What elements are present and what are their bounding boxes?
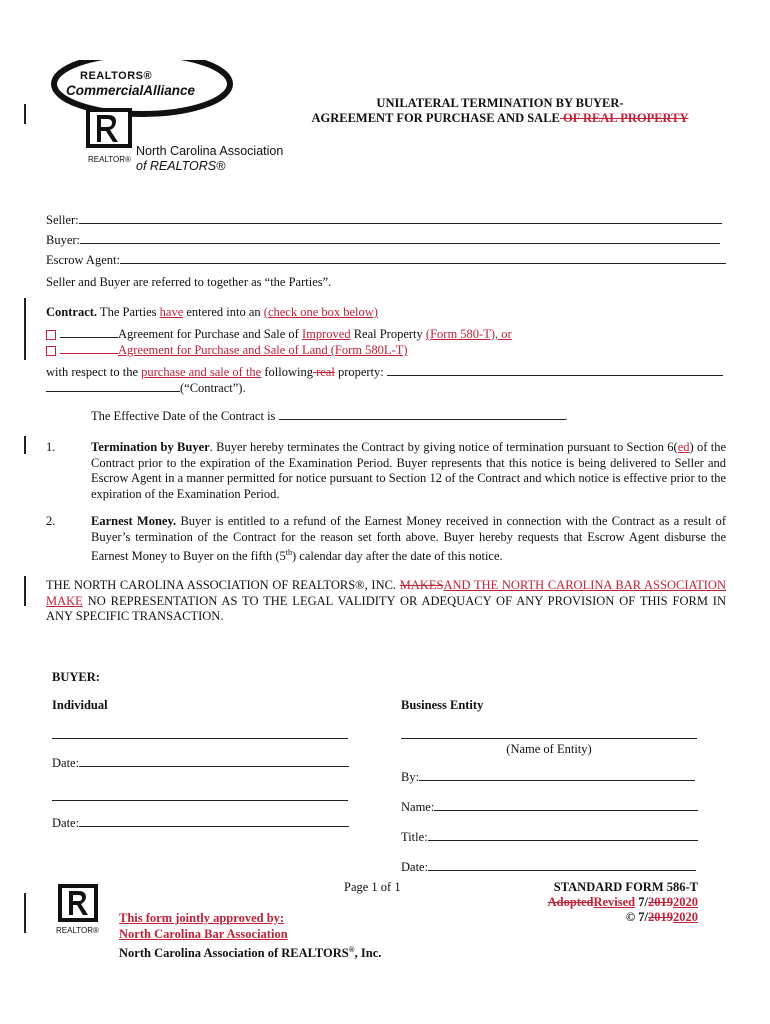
copyright-text: © 7/ — [625, 910, 648, 924]
referred-text: Seller and Buyer are referred to together as “the Parties”. — [46, 275, 332, 289]
copyright-line — [500, 910, 698, 925]
individual-signature-1[interactable] — [52, 724, 348, 739]
section2-text — [91, 514, 726, 565]
buyer-label: Buyer: — [46, 233, 81, 247]
respect-row — [46, 364, 726, 380]
date-label: Date: — [52, 816, 80, 830]
ins-check-one: (check one box below) — [263, 305, 378, 319]
seller-label: Seller: — [46, 213, 79, 227]
assoc-sup: ® — [348, 945, 355, 954]
individual-heading: Individual — [52, 698, 108, 712]
disclaimer-text: NO REPRESENTATION AS TO THE LEGAL VALIDITY OR ADEQUACY OF ANY PROVISION OF THIS FORM IN ANY SPECIFIC TRANSACTION. — [46, 593, 726, 623]
section1-num: 1. — [46, 440, 56, 454]
date-label: Date: — [52, 756, 80, 770]
contract-text: The Parties — [97, 305, 160, 319]
contract-quote: (“Contract”). — [180, 381, 246, 395]
ins-purchase: purchase and sale of the — [141, 365, 262, 379]
effective-date-field[interactable] — [279, 419, 565, 420]
title-text: AGREEMENT FOR PURCHASE AND SALE — [311, 111, 560, 125]
property-field[interactable] — [387, 375, 723, 376]
form-info — [500, 880, 698, 925]
ins-copy-year: 2020 — [673, 910, 698, 924]
del-copy-year: 2019 — [648, 910, 673, 924]
option-2[interactable] — [46, 342, 726, 358]
ins-option-2: Agreement for Purchase and Sale of Land (Form 580L-T) — [118, 343, 408, 357]
respect-text: following — [261, 365, 313, 379]
option-1-text: Real Property — [350, 327, 426, 341]
title-label: Title: — [401, 830, 428, 844]
logo — [50, 60, 290, 180]
date-label: Date: — [401, 860, 429, 874]
title-row — [401, 830, 698, 845]
assoc-text: North Carolina Association of REALTORS — [119, 946, 349, 961]
individual-date-field-1[interactable] — [79, 766, 349, 767]
footer-realtor-logo — [58, 884, 98, 928]
form-number: STANDARD FORM 586-T — [553, 880, 698, 894]
business-heading: Business Entity — [401, 698, 484, 712]
entity-date-field[interactable] — [428, 870, 696, 871]
effective-label: The Effective Date of the Contract is — [91, 409, 276, 423]
title-field[interactable] — [428, 840, 698, 841]
assoc-line2: of REALTORS® — [136, 159, 226, 173]
rev-date: 7/ — [635, 895, 648, 909]
revision-line — [500, 895, 698, 910]
ins-revised: Revised — [593, 895, 636, 909]
assoc-end: , Inc. — [354, 946, 382, 961]
page-title — [300, 96, 700, 126]
change-bar — [24, 576, 26, 606]
option-1-text: Agreement for Purchase and Sale of — [118, 327, 302, 341]
option-1[interactable] — [46, 326, 726, 342]
option-2-blank[interactable] — [60, 353, 118, 354]
footer-realtor-mark: REALTOR® — [56, 926, 99, 935]
section2-title: Earnest Money. — [91, 514, 177, 528]
buyer-row — [46, 230, 726, 250]
escrow-field[interactable] — [120, 263, 726, 264]
section1-body: . Buyer hereby terminates the Contract by giving notice of termination pursuant to Section 6( — [209, 440, 678, 454]
entity-name-field[interactable] — [401, 724, 697, 739]
property-field-2[interactable] — [46, 391, 180, 392]
entity-date-row — [401, 860, 696, 875]
name-of-entity-label: (Name of Entity) — [506, 742, 592, 756]
ins-improved: Improved — [301, 327, 351, 341]
by-row — [401, 770, 695, 785]
option-1-blank[interactable] — [60, 337, 118, 338]
contract-label: Contract. — [46, 305, 98, 319]
page-number: Page 1 of 1 — [344, 880, 401, 894]
title-line1: UNILATERAL TERMINATION BY BUYER- — [376, 96, 624, 110]
by-field[interactable] — [419, 780, 695, 781]
approval-block — [119, 910, 381, 961]
parties-block — [46, 210, 726, 292]
realtor-logo-icon — [58, 884, 98, 924]
title-struck: OF REAL PROPERTY — [559, 111, 689, 125]
section2-body: Buyer is entitled to a refund of the Earnest Money received in connection with the Contract as a result of Buyer’s termination of the Contract for the reason set forth above. Buyer hereby requests that Escrow Agent disburse the Earnest Money to Buyer on the fifth (5 — [91, 514, 726, 564]
checkbox[interactable] — [46, 346, 56, 356]
assoc-line1: North Carolina Association — [136, 144, 284, 158]
individual-date-row-2 — [52, 816, 349, 831]
section1-title: Termination by Buyer — [91, 440, 210, 454]
individual-date-field-2[interactable] — [79, 826, 349, 827]
escrow-label: Escrow Agent: — [46, 253, 120, 267]
buyer-field[interactable] — [80, 243, 720, 244]
alliance-top-text: REALTORS® — [80, 70, 153, 82]
ins-year: 2020 — [673, 895, 698, 909]
buyer-heading: BUYER: — [52, 670, 100, 684]
effective-row: The Effective Date of the Contract is . — [91, 409, 568, 423]
approved-line1: This form jointly approved by: — [119, 911, 285, 925]
title-line2 — [300, 111, 700, 126]
del-makes: MAKES — [399, 578, 444, 592]
del-real: real — [312, 365, 335, 379]
name-row — [401, 800, 698, 815]
change-bar — [24, 298, 26, 360]
change-bar — [24, 104, 26, 124]
ins-ed: ed — [677, 440, 690, 454]
name-field[interactable] — [434, 810, 698, 811]
seller-field[interactable] — [79, 223, 722, 224]
section1-text — [91, 440, 726, 502]
disclaimer-text: THE NORTH CAROLINA ASSOCIATION OF REALTORS®, INC. — [46, 578, 400, 592]
change-bar — [24, 893, 26, 933]
ins-bar-association: AND THE NORTH CAROLINA BAR ASSOCIATION MAKE — [46, 578, 726, 608]
disclaimer — [46, 578, 726, 625]
change-bar — [24, 436, 26, 454]
respect-text: with respect to the — [46, 365, 142, 379]
ins-have: have — [159, 305, 184, 319]
contract-block — [46, 304, 726, 424]
ins-form: (Form 580-T), or — [425, 327, 512, 341]
approved-line2: North Carolina Bar Association — [119, 927, 288, 941]
section1-body: ) of the Contract prior to the expiration of the Examination Period. Buyer represents that this notice is being delivered to Seller and Escrow Agent in a manner permitted for notice pursuant to Section 12 of the Contract and which notice is effective prior to the expiration of the Examination Period. — [91, 440, 726, 501]
del-year: 2019 — [648, 895, 673, 909]
individual-date-row-1 — [52, 756, 349, 771]
contract-intro — [46, 304, 726, 320]
name-label: Name: — [401, 800, 435, 814]
alliance-main-text: CommercialAlliance — [66, 83, 196, 98]
checkbox[interactable] — [46, 330, 56, 340]
individual-signature-2[interactable] — [52, 786, 348, 801]
escrow-row — [46, 250, 726, 270]
section2-body: ) calendar day after the date of this notice. — [291, 549, 503, 564]
realtor-mark: REALTOR® — [88, 155, 131, 164]
del-adopted: Adopted — [547, 895, 594, 909]
seller-row — [46, 210, 726, 230]
section2-sup: th — [285, 548, 292, 557]
respect-text: property: — [334, 365, 384, 379]
contract-quote-row — [46, 380, 726, 396]
by-label: By: — [401, 770, 420, 784]
section2-num: 2. — [46, 514, 56, 528]
assoc-line — [119, 942, 381, 961]
contract-text: entered into an — [183, 305, 264, 319]
